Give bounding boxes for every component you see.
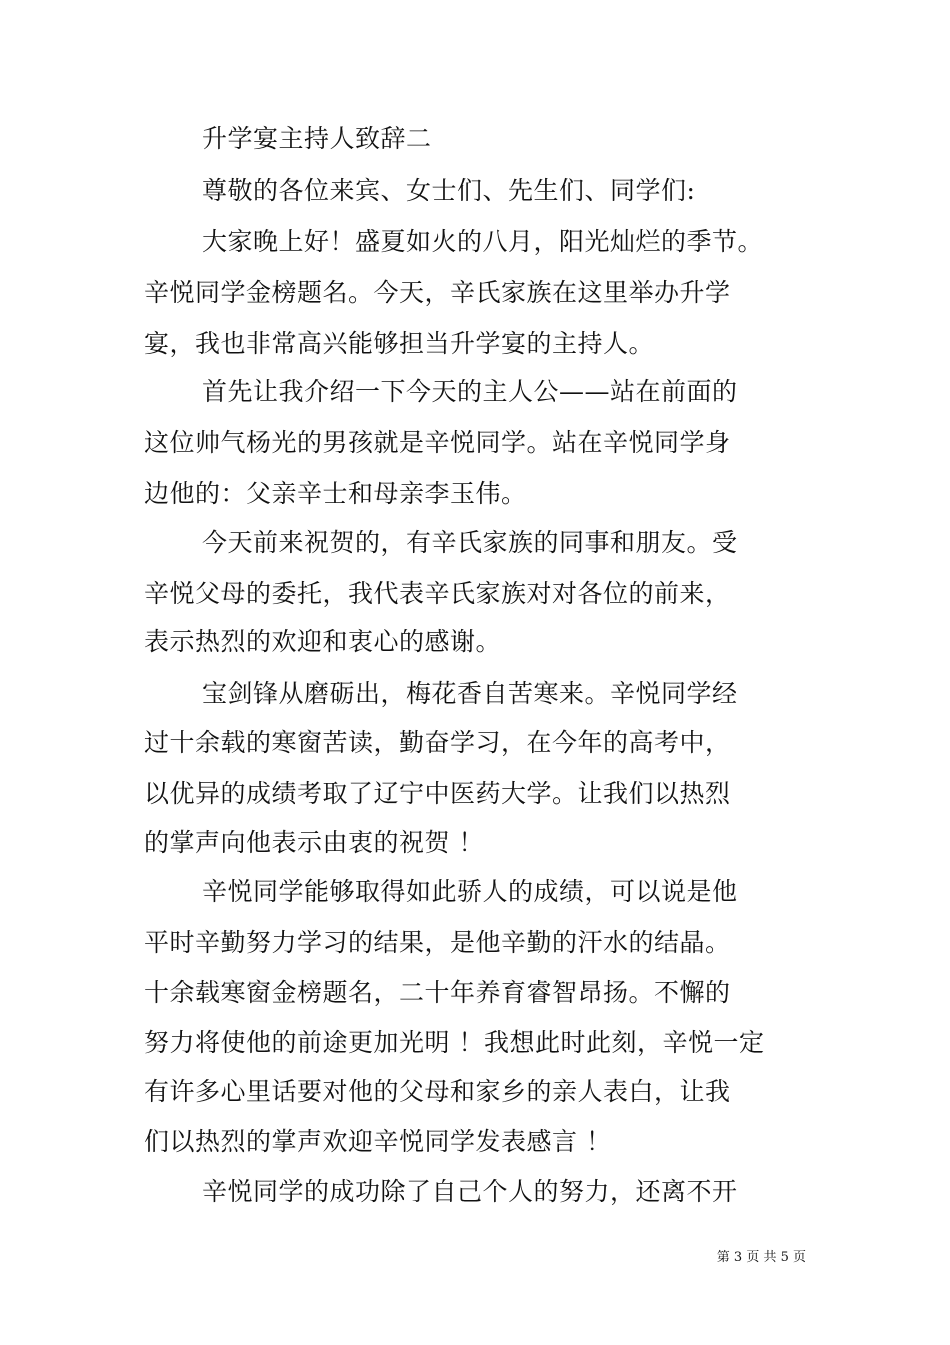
paragraph-line: 努力将使他的前途更加光明 ！我想此时此刻，辛悦一定 — [144, 1028, 765, 1057]
paragraph-line: 十余载寒窗金榜题名，二十年养育睿智昂扬。不懈的 — [144, 978, 731, 1007]
paragraph-line: 辛悦同学金榜题名。今天，辛氏家族在这里举办升学 — [144, 278, 731, 307]
page-number: 第 3 页 共 5 页 — [716, 1250, 806, 1265]
paragraph-line: 大家晚上好！盛夏如火的八月，阳光灿烂的季节。 — [202, 227, 764, 256]
paragraph-line: 这位帅气杨光的男孩就是辛悦同学。站在辛悦同学身 — [144, 428, 731, 457]
paragraph-line: 们以热烈的掌声欢迎辛悦同学发表感言 ！ — [144, 1127, 612, 1156]
paragraph-line: 首先让我介绍一下今天的主人公——站在前面的 — [202, 377, 738, 406]
paragraph-line: 的掌声向他表示由衷的祝贺 ！ — [144, 828, 484, 857]
paragraph-line: 辛悦父母的委托，我代表辛氏家族对对各位的前来， — [144, 579, 731, 608]
document-title: 升学宴主持人致辞二 — [202, 124, 432, 153]
paragraph-line: 以优异的成绩考取了辽宁中医药大学。让我们以热烈 — [144, 779, 731, 808]
paragraph-line: 今天前来祝贺的，有辛氏家族的同事和朋友。受 — [202, 528, 738, 557]
paragraph-line: 宴，我也非常高兴能够担当升学宴的主持人。 — [144, 329, 655, 358]
paragraph-line: 表示热烈的欢迎和衷心的感谢。 — [144, 627, 502, 656]
paragraph-line: 边他的：父亲辛士和母亲李玉伟。 — [144, 479, 527, 508]
paragraph-line: 宝剑锋从磨砺出，梅花香自苦寒来。辛悦同学经 — [202, 679, 738, 708]
paragraph-line: 过十余载的寒窗苦读，勤奋学习，在今年的高考中， — [144, 728, 731, 757]
paragraph-line: 有许多心里话要对他的父母和家乡的亲人表白，让我 — [144, 1077, 731, 1106]
paragraph-line: 辛悦同学的成功除了自己个人的努力，还离不开 — [202, 1177, 738, 1206]
paragraph-line: 辛悦同学能够取得如此骄人的成绩，可以说是他 — [202, 877, 738, 906]
paragraph-line: 平时辛勤努力学习的结果，是他辛勤的汗水的结晶。 — [144, 928, 731, 957]
paragraph-line: 尊敬的各位来宾、女士们、先生们、同学们: — [202, 176, 696, 205]
